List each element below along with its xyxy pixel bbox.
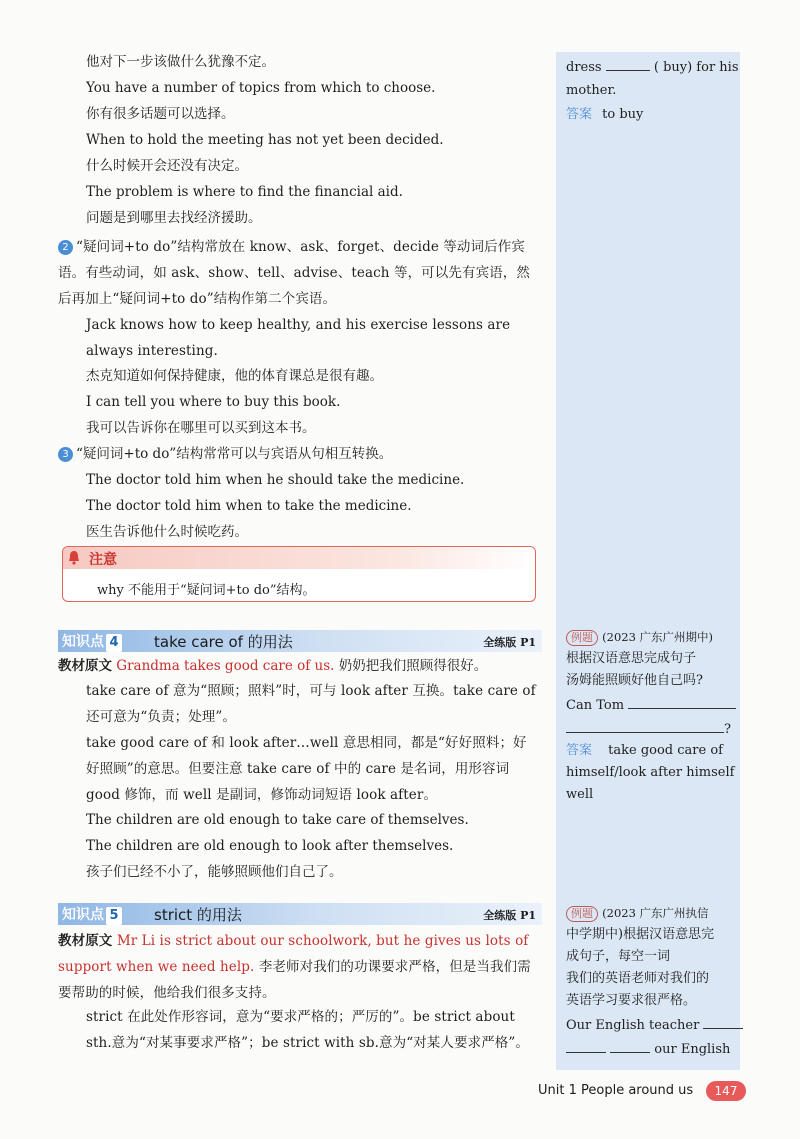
example-en: You have a number of topics from which to choose. [86, 80, 436, 96]
explanation-paragraph: take good care of 和 look after…well 意思相同，都是“好好照料；好好照顾”的意思。但要注意 take care of 中的 care 是名词，用形容词 good 修饰，而 well 是副词，修饰动词短语 look after。 [86, 735, 527, 803]
knowledge-point-tag [62, 631, 122, 652]
point-number-badge: 3 [58, 447, 73, 462]
answer-line [566, 104, 734, 126]
example-question-text: 成句子，每空一词 [566, 949, 671, 964]
exercise-line [566, 1014, 734, 1037]
example-question-text: 我们的英语老师对我们的 [566, 971, 710, 986]
example-question-text: 英语学习要求很严格。 [566, 993, 697, 1008]
exercise-text: Can Tom [566, 698, 625, 713]
example-en: I can tell you where to buy this book. [86, 394, 341, 410]
exercise-line [566, 56, 739, 79]
textbook-quote: Grandma takes good care of us. [116, 658, 335, 674]
section-title: take care of 的用法 [154, 633, 293, 651]
exercise-line [566, 694, 734, 717]
example-en: The doctor told him when to take the medicine. [86, 498, 412, 514]
exercise-line [566, 718, 734, 741]
answer-text: take good care of [608, 743, 723, 758]
sidebar-panel [556, 52, 740, 1070]
example-cn: 问题是到哪里去找经济援助。 [86, 210, 262, 226]
footer-unit-title: Unit 1 People around us [538, 1083, 694, 1098]
answer-blank [703, 1014, 743, 1029]
explanation-paragraph: take care of 意为“照顾；照料”时，可与 look after 互换。take care of 还可意为“负责；处理”。 [86, 683, 536, 725]
textbook-quote-cn: 奶奶把我们照顾得很好。 [338, 658, 488, 674]
textbook-quote: Mr Li is strict about our schoolwork, but he gives us lots of support when we need help. [58, 933, 529, 975]
note-title: 注意 [89, 552, 117, 568]
exercise-text: our English [654, 1042, 731, 1057]
knowledge-point-label: 知识点 [62, 634, 104, 650]
exercise-text: dress [566, 60, 602, 75]
example-tag: 例题 [566, 630, 598, 646]
example-cn: 孩子们已经不小了，能够照顾他们自己了。 [86, 864, 343, 880]
knowledge-point-label: 知识点 [62, 907, 104, 923]
example-question-text: 中学期中)根据汉语意思完 [566, 927, 715, 942]
example-en: When to hold the meeting has not yet been decided. [86, 132, 444, 148]
example-cn: 你有很多话题可以选择。 [86, 106, 235, 122]
exercise-line: mother. [566, 83, 617, 98]
example-cn: 杰克知道如何保持健康，他的体育课总是很有趣。 [86, 368, 383, 384]
answer-line [566, 740, 734, 762]
answer-blank [606, 56, 650, 71]
example-en: The children are old enough to look after themselves. [86, 838, 454, 854]
exercise-text: ? [724, 722, 731, 737]
bell-icon [67, 550, 81, 565]
example-cn: 医生告诉他什么时候吃药。 [86, 524, 248, 540]
exercise-text: Our English teacher [566, 1018, 700, 1033]
answer-text: well [566, 787, 594, 802]
example-en: Jack knows how to keep healthy, and his exercise lessons are always interesting. [86, 317, 511, 359]
note-text: why 不能用于“疑问词+to do”结构。 [97, 583, 316, 598]
section-title: strict 的用法 [154, 906, 242, 924]
example-question-header [566, 626, 734, 649]
example-en: The doctor told him when he should take the medicine. [86, 472, 465, 488]
example-question-text: 根据汉语意思完成句子 [566, 651, 697, 666]
answer-label: 答案 [566, 107, 593, 122]
textbook-label: 教材原文 [58, 658, 112, 674]
example-cn: 什么时候开会还没有决定。 [86, 158, 248, 174]
answer-label: 答案 [566, 743, 593, 758]
textbook-original [58, 656, 540, 676]
answer-blank [610, 1038, 650, 1053]
point-3-paragraph [58, 444, 540, 464]
point-2-paragraph [58, 234, 540, 312]
section-number: 4 [106, 634, 122, 652]
note-header [63, 547, 535, 569]
exercise-line [566, 1038, 734, 1061]
answer-text: himself/look after himself [566, 765, 735, 780]
answer-blank [628, 694, 736, 709]
point-number-badge: 2 [58, 240, 73, 255]
example-en: The children are old enough to take care of themselves. [86, 812, 469, 828]
explanation-paragraph: strict 在此处作形容词，意为“要求严格的；严厉的”。be strict about sth.意为“对某事要求严格”；be strict with sb.意为“对某人要求严格”。 [86, 1009, 530, 1051]
example-question-header [566, 902, 734, 925]
textbook-label: 教材原文 [58, 933, 113, 949]
knowledge-point-tag [62, 904, 122, 925]
example-en: The problem is where to find the financial aid. [86, 184, 403, 200]
example-question-text: 汤姆能照顾好他自己吗? [566, 673, 703, 688]
answer-blank [566, 718, 724, 733]
example-cn: 他对下一步该做什么犹豫不定。 [86, 54, 275, 70]
point-2-text: “疑问词+to do”结构常放在 know、ask、forget、decide 等动词后作宾语。有些动词，如 ask、show、tell、advise、teach 等，可以先有宾语，然后再加上“疑问词+to do”结构作第二个宾语。 [58, 239, 530, 307]
example-tag: 例题 [566, 906, 598, 922]
example-source: (2023 广东广州期中) [602, 630, 714, 644]
answer-text: to buy [602, 107, 644, 122]
page-number-badge: 147 [706, 1081, 746, 1101]
section-5-header [58, 903, 542, 925]
exercise-text: ( buy) for his [653, 60, 739, 75]
textbook-quote-cn: 李老师对我们的功课要求严格，但是当我们需要帮助的时候，他给我们很多支持。 [58, 959, 531, 1001]
note-box [62, 546, 536, 602]
section-reference: 全练版 P1 [483, 909, 536, 922]
answer-blank [566, 1038, 606, 1053]
section-reference: 全练版 P1 [483, 636, 536, 649]
point-3-text: “疑问词+to do”结构常常可以与宾语从句相互转换。 [76, 446, 393, 462]
section-4-header [58, 630, 542, 652]
example-source: (2023 广东广州执信 [602, 906, 709, 920]
textbook-original [58, 928, 540, 1006]
example-cn: 我可以告诉你在哪里可以买到这本书。 [86, 420, 316, 436]
section-number: 5 [106, 907, 122, 925]
